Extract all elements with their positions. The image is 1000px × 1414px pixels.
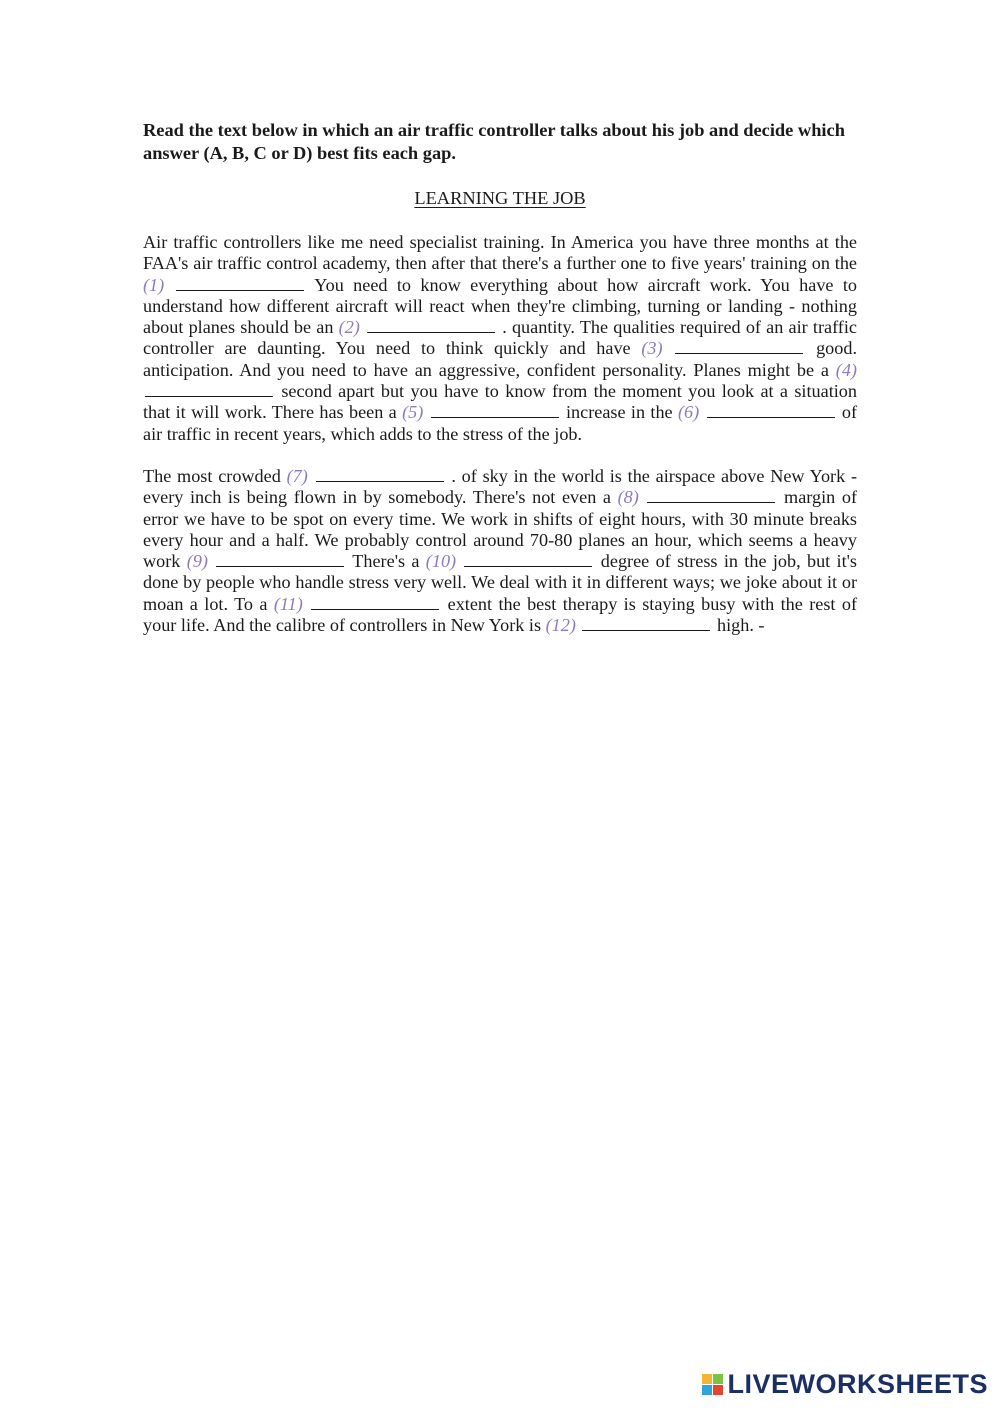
text-segment: The most crowded <box>143 465 287 486</box>
gap-blank[interactable] <box>311 595 439 610</box>
gap-blank[interactable] <box>145 382 273 397</box>
text-segment: You need to know everything about how aircraft work. You have to understand how different aircraft will react when they're climbing, turning or landing - nothing about planes should be an <box>143 274 857 338</box>
paragraph-1 <box>143 232 857 445</box>
text-segment: increase in the <box>560 402 678 423</box>
gap-number: (5) <box>402 402 424 423</box>
gap-number: (7) <box>286 465 308 486</box>
gap-blank[interactable] <box>216 552 344 567</box>
gap-number: (11) <box>273 593 303 614</box>
gap-number: (12) <box>545 615 576 636</box>
gap-blank[interactable] <box>582 616 710 631</box>
text-segment: second apart but you have to know from the moment you look at a situation that it will work. There has been a <box>143 381 857 423</box>
gap-blank[interactable] <box>464 552 592 567</box>
instructions: Read the text below in which an air traffic controller talks about his job and decide which answer (A, B, C or D) best fits each gap. <box>143 120 845 163</box>
gap-number: (4) <box>835 359 857 380</box>
logo-square <box>713 1374 723 1384</box>
gap-number: (10) <box>425 551 457 572</box>
gap-blank[interactable] <box>316 467 444 482</box>
text-segment: of air traffic in recent years, which adds to the stress of the job. <box>143 402 858 444</box>
gap-blank[interactable] <box>647 488 775 503</box>
text-segment: high. - <box>712 615 765 636</box>
logo-square <box>702 1374 712 1384</box>
logo-square <box>702 1385 712 1395</box>
gap-blank[interactable] <box>367 318 495 333</box>
text-segment: good. anticipation. And you need to have an aggressive, confident personality. Planes might be a <box>143 338 858 380</box>
worksheet <box>143 119 857 636</box>
gap-blank[interactable] <box>707 403 835 418</box>
gap-number: (2) <box>338 317 360 338</box>
gap-number: (8) <box>617 487 639 508</box>
text-segment: There's a <box>346 551 426 572</box>
gap-number: (6) <box>677 402 700 423</box>
logo-text: LIVEWORKSHEETS <box>727 1369 988 1399</box>
gap-number: (1) <box>143 274 165 295</box>
text-segment: degree of stress in the job, but it's done by people who handle stress very well. We deal with it in different ways; we joke about it or moan a lot. To a <box>143 551 858 614</box>
gap-blank[interactable] <box>675 339 803 354</box>
text-segment: margin of error we have to be spot on every time. We work in shifts of eight hours, with 30 minute breaks every hour and a half. We probably control around 70-80 planes an hour, which seems a heavy work <box>143 487 858 572</box>
text-segment: extent the best therapy is staying busy with the rest of your life. And the calibre of controllers in New York is <box>143 593 858 636</box>
gap-number: (3) <box>641 338 663 359</box>
title-text: LEARNING THE JOB <box>414 188 586 208</box>
text-segment: . quantity. The qualities required of an air traffic controller are daunting. You need to think quickly and have <box>143 317 857 359</box>
gap-number: (9) <box>186 551 208 572</box>
worksheet-title <box>143 187 857 210</box>
logo-square <box>713 1385 723 1395</box>
liveworksheets-logo[interactable] <box>702 1369 988 1400</box>
liveworksheets-logo-icon <box>702 1374 723 1395</box>
text-segment: Air traffic controllers like me need specialist training. In America you have three months at the FAA's air traffic control academy, then after that there's a further one to five years' training on the <box>143 232 857 274</box>
gap-blank[interactable] <box>431 403 559 418</box>
gap-blank[interactable] <box>176 276 304 291</box>
paragraph-2 <box>143 466 857 636</box>
text-segment: . of sky in the world is the airspace above New York - every inch is being flown in by somebody. There's not even a <box>143 465 858 508</box>
